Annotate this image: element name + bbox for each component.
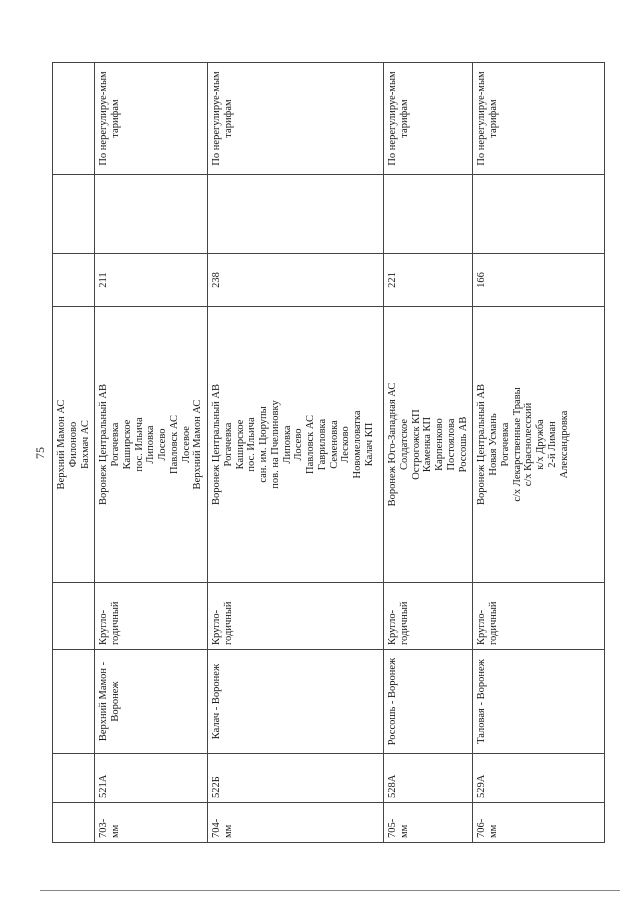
cell-empty xyxy=(208,175,384,254)
stop-name: Лосево xyxy=(293,428,305,461)
cell-empty xyxy=(53,650,95,754)
stop-name: Каширское xyxy=(121,419,133,470)
cell-stops xyxy=(53,307,95,583)
stop-name: Постоялова xyxy=(445,418,457,471)
cell-stops xyxy=(473,307,605,583)
table-row-continuation xyxy=(53,63,95,843)
stop-name: Павловск АС xyxy=(305,415,316,474)
cell-empty xyxy=(473,175,605,254)
cell-empty xyxy=(53,754,95,803)
table-row xyxy=(384,63,473,843)
cell-route-number: 706-мм xyxy=(473,803,605,843)
table-row xyxy=(473,63,605,843)
cell-count: 221 xyxy=(384,254,473,307)
stop-name: Гавриловка xyxy=(316,418,328,471)
stop-name: Острогожск КП xyxy=(410,409,422,480)
stop-name: Липовка xyxy=(145,425,157,464)
cell-tariff: По нерегулируе-мым тарифам xyxy=(473,63,605,175)
stop-name: с/х Лекарственные Травы xyxy=(511,387,523,502)
cell-route-type: Кругло-годичный xyxy=(384,583,473,650)
rotated-table-wrapper xyxy=(52,63,589,843)
cell-route-name: Калач - Воронеж xyxy=(208,650,384,754)
stop-name: Рогачевка xyxy=(110,422,121,467)
cell-route-type: Кругло-годичный xyxy=(473,583,605,650)
table-row xyxy=(208,63,384,843)
stop-name: пов. на Пчелиновку xyxy=(269,400,281,489)
stop-name: Бахмач АС xyxy=(79,420,91,469)
table-row xyxy=(95,63,208,843)
cell-reg-number: 528А xyxy=(384,754,473,803)
page-bottom-divider xyxy=(40,890,620,891)
page-number: 75 xyxy=(33,447,47,459)
stop-name: пос. Ильича xyxy=(133,417,145,472)
cell-route-name: Верхний Мамон - Воронеж xyxy=(95,650,208,754)
cell-empty xyxy=(384,175,473,254)
cell-stops xyxy=(208,307,384,583)
cell-empty xyxy=(53,175,95,254)
stop-name: Воронеж Центральный АВ xyxy=(211,383,222,506)
cell-route-type: Кругло-годичный xyxy=(208,583,384,650)
cell-route-name: Таловая - Воронеж xyxy=(473,650,605,754)
cell-stops xyxy=(95,307,208,583)
stop-name: Россошь АВ xyxy=(457,416,469,473)
stop-name: Каширское xyxy=(234,419,246,470)
stop-name: 2-й Лиман xyxy=(546,421,558,468)
cell-empty xyxy=(95,175,208,254)
cell-reg-number: 521А xyxy=(95,754,208,803)
cell-tariff: По нерегулируе-мым тарифам xyxy=(95,63,208,175)
stop-name: Липовка xyxy=(281,425,293,464)
stop-name: сан. им. Цюрупы xyxy=(258,406,269,483)
stop-name: Новомеловатка xyxy=(352,410,363,479)
stop-name: Александровка xyxy=(558,410,570,479)
cell-reg-number: 529А xyxy=(473,754,605,803)
stop-name: Карпенково xyxy=(434,418,445,471)
stop-name: Воронеж Центральный АВ xyxy=(476,383,488,506)
cell-empty xyxy=(53,254,95,307)
stop-name: Воронеж Центральный АВ xyxy=(98,383,110,506)
stop-name: с/х Краснолесский xyxy=(523,402,535,487)
stop-name: Калач КП xyxy=(363,422,375,467)
routes-table xyxy=(52,62,605,843)
stop-name: Воронеж Юго-Западная АС xyxy=(387,382,398,507)
cell-count: 211 xyxy=(95,254,208,307)
cell-stops xyxy=(384,307,473,583)
stop-name: Семеновка xyxy=(328,420,340,469)
stop-name: Лесково xyxy=(340,426,352,463)
stop-name: пос. Ильича xyxy=(246,417,258,472)
cell-empty xyxy=(53,583,95,650)
stop-name: к/х Дружба xyxy=(535,419,546,470)
cell-tariff: По нерегулируе-мым тарифам xyxy=(208,63,384,175)
cell-route-number: 704-мм xyxy=(208,803,384,843)
cell-count: 238 xyxy=(208,254,384,307)
stop-name: Верхний Мамон АС xyxy=(56,399,67,490)
stop-name: Солдатское xyxy=(398,418,410,471)
cell-empty xyxy=(53,63,95,175)
cell-route-name: Россошь - Воронеж xyxy=(384,650,473,754)
stop-name: Рогачевка xyxy=(499,422,511,467)
cell-empty xyxy=(53,803,95,843)
cell-tariff: По нерегулируе-мым тарифам xyxy=(384,63,473,175)
cell-route-type: Кругло-годичный xyxy=(95,583,208,650)
stop-name: Филоново xyxy=(67,421,79,468)
stop-name: Павловск АС xyxy=(168,415,180,474)
cell-route-number: 703-мм xyxy=(95,803,208,843)
stop-name: Каменка КП xyxy=(422,416,434,473)
stop-name: Новая Усмань xyxy=(488,413,499,476)
cell-reg-number: 522Б xyxy=(208,754,384,803)
stop-name: Лосевое xyxy=(180,426,192,463)
stop-name: Рогачевка xyxy=(222,422,234,467)
stop-name: Верхний Мамон АС xyxy=(192,399,204,490)
stop-name: Лосево xyxy=(157,428,168,461)
cell-count: 166 xyxy=(473,254,605,307)
cell-route-number: 705-мм xyxy=(384,803,473,843)
